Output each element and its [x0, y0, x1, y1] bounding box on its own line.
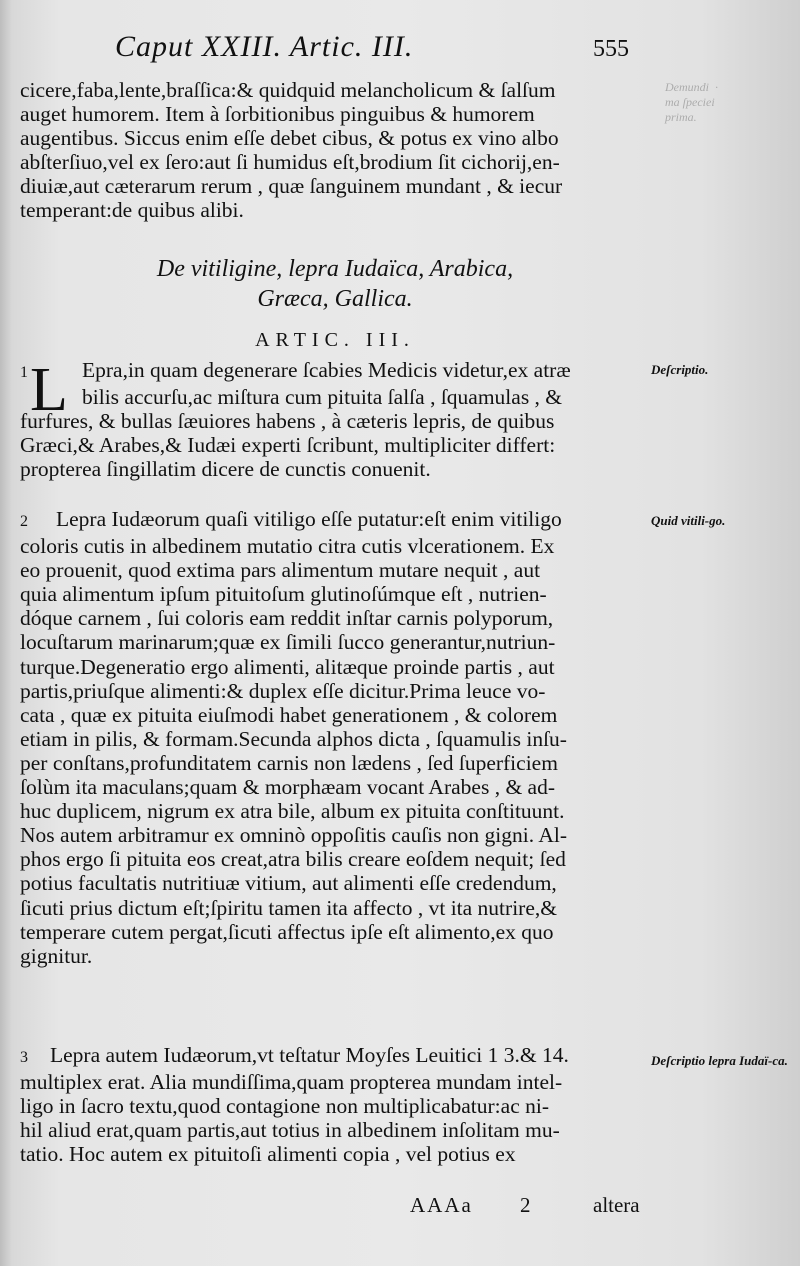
margin-note-descriptio: Deſcriptio. — [651, 362, 709, 377]
text-line: 3 Lepra autem Iudæorum,vt teſtatur Moyſes Leuitici 1 3.& 14. — [20, 1043, 650, 1070]
text-line: Græci,& Arabes,& Iudæi experti ſcribunt, multipliciter differt: — [20, 433, 556, 458]
text-line: per conſtans,profunditatem carnis non lædens , ſed ſuperficiem — [20, 750, 558, 775]
text-line: eo prouenit, quod extima pars alimentum mutare nequit , aut — [20, 558, 541, 583]
signature-number: 2 — [520, 1193, 531, 1217]
text-line: huc duplicem, nigrum ex atra bile, album ex pituita conſtituunt. — [20, 799, 565, 824]
text-line: potius facultatis nutritiuæ vitium, aut alimenti eſſe credendum, — [20, 871, 557, 896]
text-line: gignitur. — [20, 943, 93, 968]
bleed-through-mark: Demundi · ma ſpeciei prima. — [665, 80, 718, 124]
paragraph-2 — [20, 507, 650, 968]
text-line: phos ergo ſi pituita eos creat,atra bilis creare eoſdem nequit; ſed — [20, 847, 566, 872]
text-line: partis,priuſque alimenti:& duplex eſſe dicitur.Prima leuce vo- — [20, 678, 546, 703]
text-line: hil aliud erat,quam partis,aut totius in albedinem inſolitam mu- — [20, 1118, 560, 1143]
margin-note-quid-vitiligo: Quid vitili-go. — [651, 513, 726, 528]
section-heading-line-2: Græca, Gallica. — [257, 286, 413, 312]
text-line: coloris cutis in albedinem mutatio citra cutis vlcerationem. Ex — [20, 534, 555, 559]
signature-mark: AAAa — [410, 1193, 473, 1217]
article-heading: ARTIC. III. — [255, 329, 415, 351]
text-line: cicere,faba,lente,braſſica:& quidquid melancholicum & ſalſum — [20, 78, 556, 102]
text-line: cata , quæ ex pituita eiuſmodi habet generationem , & colorem — [20, 702, 558, 727]
page-header — [0, 30, 800, 70]
text-line: quia alimentum ipſum pituitoſum glutinoſúmque eſt , nutrien- — [20, 582, 547, 607]
text-line: ſicuti prius dictum eſt;ſpiritu tamen ita affecto , vt ita nutrire,& — [20, 895, 557, 920]
text-line: locuſtarum marinarum;quæ ex ſimili ſucco generantur,nutriun- — [20, 630, 556, 655]
drop-cap: L — [30, 356, 68, 424]
text-line: dóque carnem , ſui coloris eam reddit inſtar carnis polyporum, — [20, 606, 554, 631]
text-line: temperare cutem pergat,ſicuti affectus ipſe eſt alimento,ex quo — [20, 919, 554, 944]
text-line: propterea ſingillatim dicere de cunctis conuenit. — [20, 457, 431, 482]
text-line: abſterſiuo,vel ex ſero:aut ſi humidus eſt,brodium ſit cichorij,en- — [20, 150, 560, 175]
text-line: multiplex erat. Alia mundiſſima,quam propterea mundam intel- — [20, 1070, 563, 1095]
catchword: altera — [593, 1193, 640, 1217]
paragraph-number: 2 — [20, 513, 28, 530]
text-line: temperant:de quibus alibi. — [20, 198, 244, 223]
text-block-top — [20, 78, 650, 223]
paragraph-number: 1 — [20, 364, 28, 381]
running-title: Caput XXIII. Artic. III. — [115, 30, 414, 63]
paragraph-number: 3 — [20, 1049, 28, 1066]
text-line: etiam in pilis, & formam.Secunda alphos dicta , ſquamulis inſu- — [20, 726, 567, 751]
text-line: 2 Lepra Iudæorum quaſi vitiligo eſſe putatur:eſt enim vitiligo — [20, 507, 650, 534]
text-line: tatio. Hoc autem ex pituitoſi alimenti copia , vel potius ex — [20, 1142, 516, 1167]
paragraph-1 — [20, 358, 650, 481]
text-line: bilis accurſu,ac miſtura cum pituita ſalſa , ſquamulas , & — [82, 385, 563, 410]
page-number: 555 — [593, 36, 629, 62]
text-line: furfures, & bullas ſæuiores habens , à cæteris lepris, de quibus — [20, 409, 555, 434]
text-line: diuiæ,aut cæterarum rerum , quæ ſanguinem mundant , & iecur — [20, 174, 563, 199]
margin-note-descriptio-lepra: Deſcriptio lepra Iudaï-ca. — [651, 1053, 788, 1068]
text-line: ſolùm ita maculans;quam & morphæam vocant Arabes , & ad- — [20, 775, 555, 800]
text-line: 1 Epra,in quam degenerare ſcabies Medicis videtur,ex atræ — [20, 358, 650, 385]
text-line: augentibus. Siccus enim eſſe debet cibus, & potus ex vino albo — [20, 126, 559, 151]
section-heading-line-1: De vitiligine, lepra Iudaïca, Arabica, — [156, 256, 514, 282]
text-line: Nos autem arbitramur ex omninò oppoſitis cauſis non gigni. Al- — [20, 823, 567, 848]
text-line: ligo in ſacro textu,quod contagione non multiplicabatur:ac ni- — [20, 1094, 549, 1119]
paragraph-3 — [20, 1043, 650, 1166]
text-line: auget humorem. Item à ſorbitionibus pinguibus & humorem — [20, 102, 535, 127]
text-line: turque.Degeneratio ergo alimenti, alitæque proinde partis , aut — [20, 654, 555, 679]
